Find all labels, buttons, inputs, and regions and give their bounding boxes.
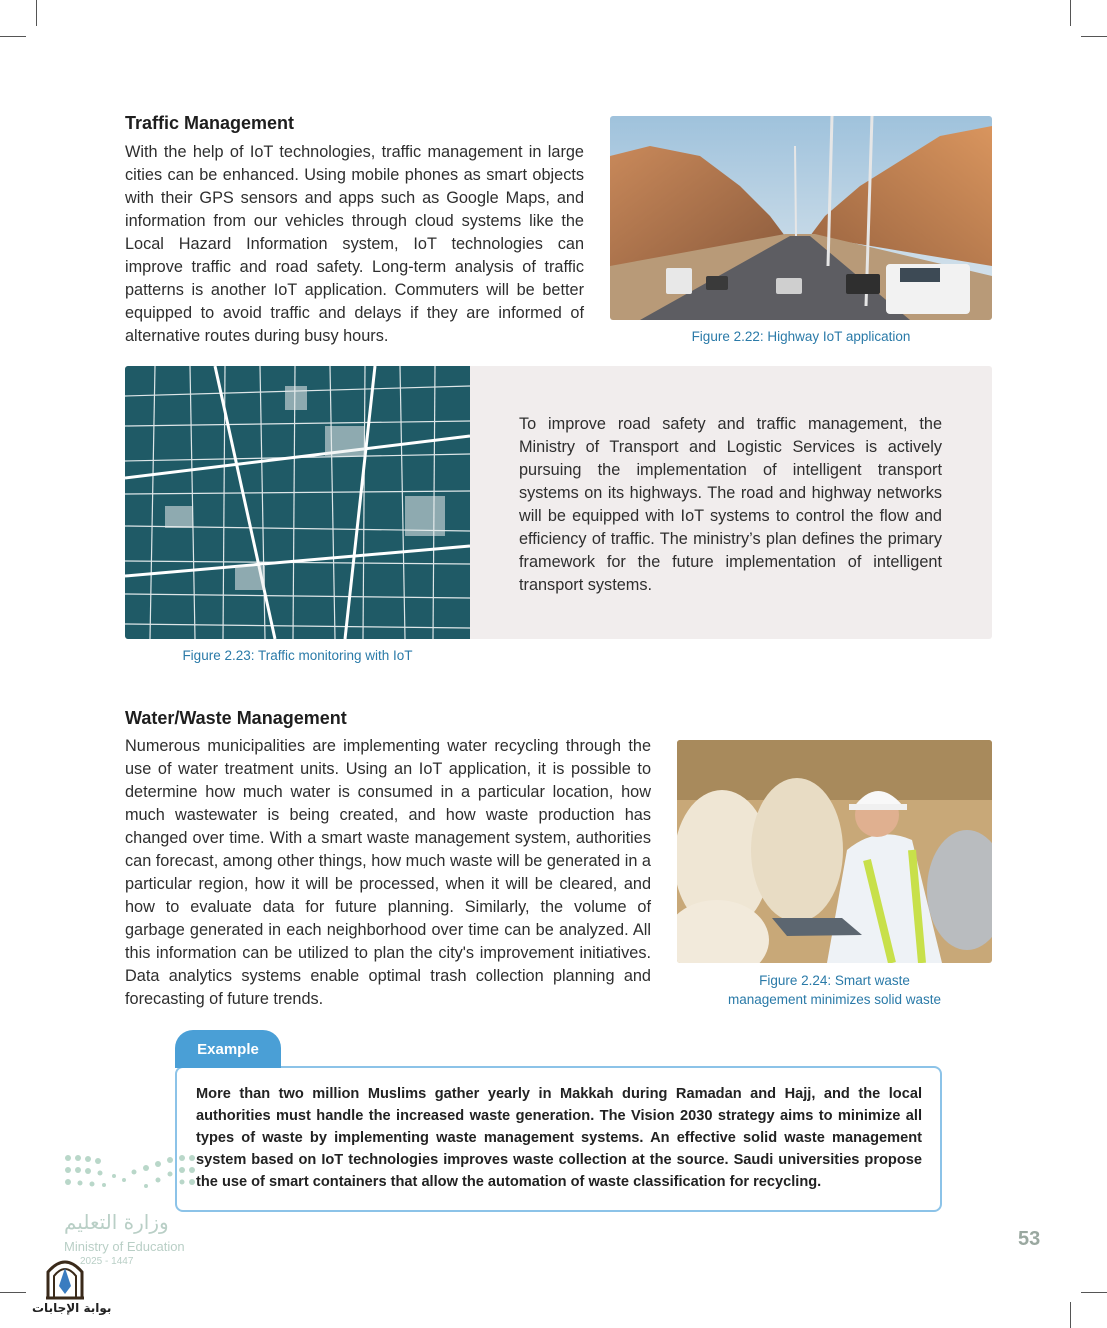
example-tab: Example <box>175 1030 281 1068</box>
ministry-year: 2025 - 1447 <box>80 1256 134 1267</box>
ministry-paragraph: To improve road safety and traffic management, the Ministry of Transport and Logistic Services is actively pursuing the implementation of intelligent transport systems on its highways. The road and highway networks will be equipped with IoT systems to control the flow and efficiency of traffic. The ministry’s plan defines the primary framework for the future implementation of intelligent transport systems. <box>519 415 942 594</box>
crop-mark <box>0 36 26 37</box>
crop-mark <box>1070 0 1071 26</box>
crop-mark <box>0 1292 26 1293</box>
traffic-paragraph: With the help of IoT technologies, traffic management in large cities can be enhanced. Using mobile phones as smart objects with their GPS sensors and apps such as Google Maps, and information from our vehicles through cloud systems like the Local Hazard Information system, IoT technologies can improve traffic and road safety. Long-term analysis of traffic patterns is another IoT application. Commuters will be better equipped to avoid traffic and delays if they are informed of alternative routes during busy hours. <box>125 143 584 345</box>
page-number: 53 <box>1018 1228 1041 1250</box>
highway-photo <box>610 116 992 320</box>
figure-2-24-caption-line1: Figure 2.24: Smart waste <box>759 973 910 988</box>
waste-worker-photo <box>677 740 992 963</box>
crop-mark <box>1081 36 1107 37</box>
crop-mark <box>1070 1302 1071 1328</box>
traffic-heading: Traffic Management <box>125 113 295 133</box>
figure-2-23-caption: Figure 2.23: Traffic monitoring with IoT <box>182 648 413 663</box>
waste-heading: Water/Waste Management <box>125 708 347 728</box>
ministry-name-arabic: وزارة التعليم <box>64 1210 169 1234</box>
answers-portal-logo-icon <box>44 1254 86 1300</box>
waste-paragraph: Numerous municipalities are implementing water recycling through the use of water treatment units. Using an IoT application, it is possible to determine how much water is consumed in a particular location, how much wastewater is being created, and how waste production has changed over time. With a smart waste management system, authorities can forecast, among other things, how much waste will be generated in a particular region, how it will be processed, when it will be cleared, and how to evaluate data for future planning. Similarly, the volume of garbage generated in each neighborhood over time can be analyzed. All this information can be utilized to plan the city's improvement initiatives. Data analytics systems enable optimal trash collection planning and forecasting of future trends. <box>125 737 651 1008</box>
crop-mark <box>36 0 37 26</box>
crop-mark <box>1081 1292 1107 1293</box>
figure-2-22-caption: Figure 2.22: Highway IoT application <box>691 329 911 344</box>
answers-portal-label: بوابة الإجابات <box>32 1301 112 1315</box>
figure-2-24-caption-line2: management minimizes solid waste <box>727 992 942 1007</box>
ministry-name-english: Ministry of Education <box>64 1239 185 1254</box>
city-map-image <box>125 366 470 639</box>
ministry-logo-dots-icon <box>62 1150 202 1198</box>
example-text: More than two million Muslims gather yearly in Makkah during Ramadan and Hajj, and the local authorities must handle the increased waste generation. The Vision 2030 strategy aims to minimize all types of waste by implementing waste management systems. An effective solid waste management system based on IoT technologies improves waste collection at the source. Saudi universities propose the use of smart containers that allow the automation of waste classification for recycling. <box>196 1086 922 1190</box>
